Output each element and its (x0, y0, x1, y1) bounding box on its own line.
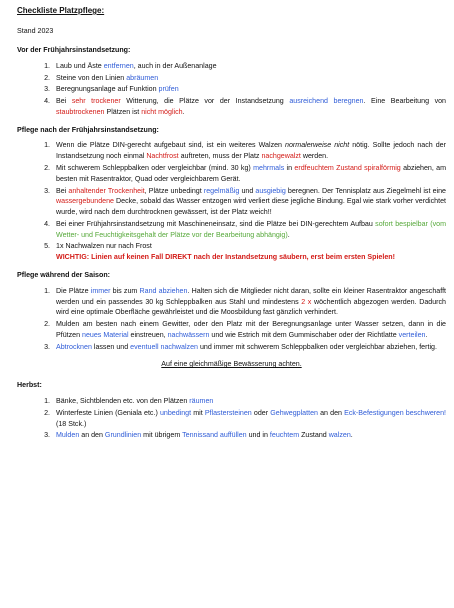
list-item: 5. 1x Nachwalzen nur nach Frost WICHTIG: Linien auf keinen Fall DIREKT nach der Instandsetzung säubern, erst beim ersten Spielen! (52, 241, 446, 263)
list-item: 2. Winterfeste Linien (Geniala etc.) unbedingt mit Pflastersteinen oder Gehwegplatten an den Eck-Befestigungen beschweren! (18 Stck.) (52, 408, 446, 430)
list-item: 3. Mulden an den Grundlinien mit übrigem Tennissand auffüllen und in feuchtem Zustand walzen. (52, 430, 446, 441)
list-item: 1. Die Plätze immer bis zum Rand abziehen. Halten sich die Mitglieder nicht daran, sollte ein kleiner Rasentraktor angeschafft werden und ein passendes 30 kg Schleppbalken aus Stahl und mindestens 2 x wöchentlich abgezogen werden. Dadurch wird eine optimale Oberfläche gewährleistet und die Moosbildung fast gänzlich verhindert. (52, 286, 446, 318)
list-item: 2. Steine von den Linien abräumen (52, 73, 446, 84)
list-item: 2. Mit schwerem Schleppbalken oder vergleichbar (mind. 30 kg) mehrmals in erdfeuchtem Zustand spiralförmig abziehen, am besten mit Rasentraktor, Quad oder vergleichbarem Gerät. (52, 163, 446, 185)
section-heading-vor-instandsetzung: Vor der Frühjahrsinstandsetzung: (17, 45, 131, 54)
watering-note: Auf eine gleichmäßige Bewässerung achten. (161, 360, 302, 369)
list-item: 1. Wenn die Plätze DIN-gerecht aufgebaut sind, ist ein weiteres Walzen normalerweise nicht nötig. Sollte jedoch nach der Instandsetzung noch einmal Nachtfrost auftreten, muss der Platz nachgewalzt werden. (52, 140, 446, 162)
list-item: 1. Laub und Äste entfernen, auch in der Außenanlage (52, 61, 446, 72)
list-item: 3. Bei anhaltender Trockenheit, Plätze unbedingt regelmäßig und ausgiebig beregnen. Der Tennisplatz aus Ziegelmehl ist eine wassergebundene Decke, sobald das Wasser entzogen wird verliert diese jegliche Bindung. Egal wie stark vorher verdichtet wurde, wird nach dem durchtrocknen gewässert, ist der Platz weich!! (52, 186, 446, 218)
document-title: Checkliste Platzpflege: (17, 6, 105, 15)
section-heading-saison: Pflege während der Saison: (17, 271, 111, 279)
list-item: 3. Abtrocknen lassen und eventuell nachwalzen und immer mit schwerem Schleppbalken oder vergleichbar abziehen, fertig. (52, 342, 446, 353)
list-item: 1. Bänke, Sichtblenden etc. von den Plätzen räumen (52, 396, 446, 407)
list-saison (17, 286, 446, 353)
list-item: 2. Mulden am besten nach einem Gewitter, oder den Platz mit der Beregnungsanlage unter Wasser setzen, dann in die Pfützen neues Material einstreuen, nachwässern und wie Estrich mit dem Gummischaber oder der Richtlatte verteilen. (52, 319, 446, 341)
list-vor-instandsetzung (17, 61, 446, 118)
section-heading-nach-instandsetzung: Pflege nach der Frühjahrsinstandsetzung: (17, 125, 159, 134)
list-item: 4. Bei einer Frühjahrsinstandsetzung mit Maschineneinsatz, sind die Plätze bei DIN-gerechtem Aufbau sofort bespielbar (vom Wetter- und Feuchtigkeitsgehalt der Plätze vor der Bearbeitung abhängig). (52, 219, 446, 241)
list-nach-instandsetzung (17, 140, 446, 263)
list-herbst (17, 396, 446, 441)
section-heading-herbst: Herbst: (17, 381, 42, 390)
list-item: 4. Bei sehr trockener Witterung, die Plätze vor der Instandsetzung ausreichend beregnen. Eine Bearbeitung von staubtrockenen Plätzen ist nicht möglich. (52, 96, 446, 118)
list-item: 3. Beregnungsanlage auf Funktion prüfen (52, 84, 446, 95)
document-stand-date: Stand 2023 (17, 27, 54, 36)
warning-text: WICHTIG: Linien auf keinen Fall DIREKT nach der Instandsetzung säubern, erst beim ersten Spielen! (56, 253, 395, 262)
